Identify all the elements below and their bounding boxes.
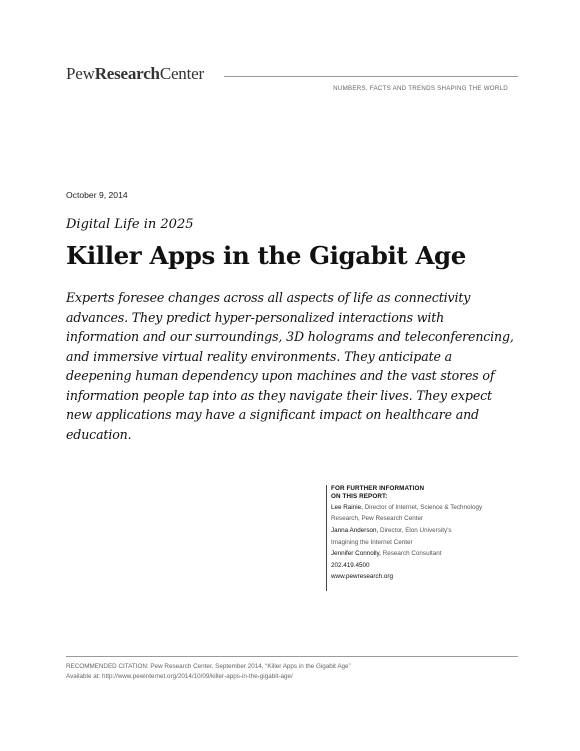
contact-heading-line2: ON THIS REPORT: xyxy=(331,493,388,501)
contact-info-box xyxy=(326,485,531,591)
header-divider xyxy=(224,76,518,77)
contact-website[interactable]: www.pewresearch.org xyxy=(331,573,393,581)
contact-anderson xyxy=(331,525,531,537)
contact-heading-line1: FOR FURTHER INFORMATION xyxy=(331,485,425,492)
report-date: October 9, 2014 xyxy=(66,190,128,200)
series-title: Digital Life in 2025 xyxy=(66,217,194,232)
citation-line: RECOMMENDED CITATION: Pew Research Center, September 2014, “Killer Apps in the Gigabit Age” xyxy=(66,663,351,670)
recommended-citation xyxy=(66,662,351,681)
pew-research-center-logo xyxy=(66,64,204,84)
contact-rainie-name: Lee Rainie, xyxy=(331,503,363,511)
logo-pew: Pew xyxy=(66,64,95,83)
contact-anderson-name: Janna Anderson, xyxy=(331,527,379,534)
tagline: NUMBERS, FACTS AND TRENDS SHAPING THE WORLD xyxy=(333,85,508,92)
footer-divider xyxy=(66,656,518,657)
contact-anderson-title: Director, Elon University's xyxy=(378,527,452,534)
contact-rainie-title-cont: Research, Pew Research Center xyxy=(331,515,424,523)
contact-phone: 202.419.4500 xyxy=(331,561,370,569)
contact-connolly-title: Research Consultant xyxy=(380,550,442,558)
contact-connolly xyxy=(331,548,531,560)
logo-research: Research xyxy=(94,64,160,83)
logo-center: Center xyxy=(159,64,204,83)
report-summary: Experts foresee changes across all aspects of life as connectivity advances. They predict hyper-personalized interactions with information and our surroundings, 3D holograms and teleconferencing, and immersive virtual reality environments. They anticipate a deepening human dependency upon machines and the vast stores of information people tap into as they navigate their lives. They expect new applications may have a significant impact on healthcare and education. xyxy=(66,290,514,442)
report-title: Killer Apps in the Gigabit Age xyxy=(66,241,466,270)
contact-anderson-title-cont: Imagining the Internet Center xyxy=(331,538,413,546)
contact-rainie-title: Director of Internet, Science & Technology xyxy=(362,503,483,511)
contact-connolly-name: Jennifer Connolly, xyxy=(331,550,381,558)
contact-rainie xyxy=(331,502,531,514)
citation-url-line[interactable]: Available at: http://www.pewinternet.org/2014/10/09/killer-apps-in-the-gigabit-age/ xyxy=(66,672,293,680)
